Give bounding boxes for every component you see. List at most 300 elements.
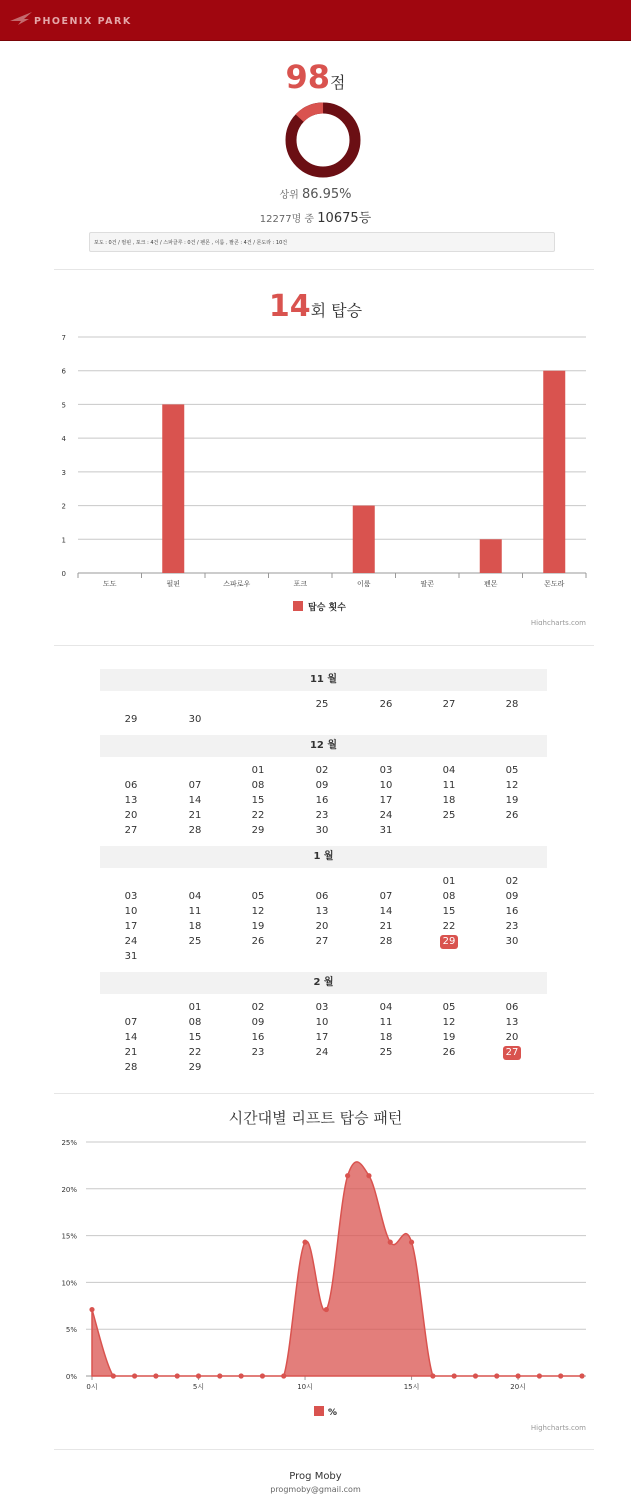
phoenix-park-logo[interactable] [10, 10, 132, 32]
section-divider [54, 1093, 594, 1094]
calendar-day-number: 06 [124, 780, 138, 791]
y-tick-label: 1 [61, 536, 66, 545]
calendar-day[interactable] [434, 1030, 464, 1045]
calendar-day[interactable] [371, 778, 401, 793]
calendar-day-number: 20 [315, 921, 329, 932]
calendar-day-number: 22 [442, 921, 456, 932]
calendar-day[interactable] [180, 808, 210, 823]
calendar-day[interactable] [371, 934, 401, 949]
calendar-day[interactable] [497, 874, 527, 889]
app-header [0, 0, 631, 41]
calendar-day[interactable] [116, 1045, 146, 1060]
calendar-day-number: 30 [188, 714, 202, 725]
bar[interactable] [353, 506, 375, 573]
x-tick-label: 스파로우 [223, 580, 251, 588]
area-point[interactable] [579, 1373, 584, 1378]
calendar-day-number: 20 [124, 810, 138, 821]
calendar-day[interactable] [116, 1030, 146, 1045]
calendar-day-number: 16 [315, 795, 329, 806]
calendar-day-number: 21 [124, 1047, 138, 1058]
calendar-day-number: 06 [505, 1002, 519, 1013]
y-tick-label: 15% [61, 1232, 77, 1241]
calendar-day-number: 24 [315, 1047, 329, 1058]
calendar-day-number: 19 [505, 795, 519, 806]
footer-email[interactable]: progmoby@gmail.com [270, 1485, 361, 1494]
score-value: 98 [285, 58, 331, 96]
section-divider [54, 1449, 594, 1450]
calendar-day[interactable] [307, 1000, 337, 1015]
chart-credits[interactable]: Highcharts.com [530, 1424, 586, 1432]
calendar-day-number: 24 [379, 810, 393, 821]
calendar-month-title: 12 월 [100, 735, 547, 757]
calendar-week [100, 823, 547, 838]
area-point[interactable] [239, 1373, 244, 1378]
calendar-day[interactable] [497, 1015, 527, 1030]
area-point[interactable] [196, 1373, 201, 1378]
calendar-day[interactable] [243, 904, 273, 919]
area-point[interactable] [388, 1240, 393, 1245]
calendar-day-number: 13 [124, 795, 138, 806]
calendar-day[interactable] [497, 763, 527, 778]
x-tick-label: 5시 [192, 1383, 205, 1391]
calendar-day[interactable] [434, 874, 464, 889]
area-point[interactable] [132, 1373, 137, 1378]
brand-name: PHOENIX PARK [34, 16, 132, 27]
calendar-week [100, 697, 547, 712]
calendar-day[interactable] [243, 823, 273, 838]
calendar-day[interactable] [180, 934, 210, 949]
calendar-day-number: 04 [188, 891, 202, 902]
calendar-day-number: 18 [442, 795, 456, 806]
x-tick-label: 15시 [403, 1383, 420, 1391]
y-tick-label: 2 [61, 502, 66, 511]
calendar-day[interactable] [116, 904, 146, 919]
percentile-value: 86.95% [301, 187, 352, 202]
calendar-day-number: 05 [442, 1002, 456, 1013]
calendar-day-number: 21 [188, 810, 202, 821]
calendar-day-number: 10 [124, 906, 138, 917]
calendar-day[interactable] [116, 793, 146, 808]
x-tick-label: 이룸 [356, 580, 371, 588]
area-point[interactable] [366, 1173, 371, 1178]
calendar-day-number: 30 [505, 936, 519, 947]
section-divider [54, 269, 594, 270]
calendar-day[interactable] [243, 793, 273, 808]
percentile-line [0, 186, 631, 202]
area-point[interactable] [217, 1373, 222, 1378]
footer-author: Prog Moby [289, 1471, 342, 1482]
area-point[interactable] [473, 1373, 478, 1378]
calendar-day-number: 13 [315, 906, 329, 917]
calendar-day[interactable] [116, 712, 146, 727]
area-point[interactable] [452, 1373, 457, 1378]
calendar-day[interactable] [243, 1000, 273, 1015]
calendar-day-number: 26 [505, 810, 519, 821]
hourly-chart-title: 시간대별 리프트 탑승 패턴 [228, 1109, 403, 1127]
calendar-day-number: 09 [251, 1017, 265, 1028]
calendar-month [100, 972, 547, 1075]
calendar-day[interactable] [243, 1030, 273, 1045]
calendar-day[interactable] [180, 904, 210, 919]
calendar-month [100, 846, 547, 964]
calendar-day-number: 08 [442, 891, 456, 902]
calendar-week [100, 934, 547, 949]
calendar-day[interactable] [497, 778, 527, 793]
calendar-day-number: 29 [188, 1062, 202, 1073]
calendar-week [100, 949, 547, 964]
calendar-day[interactable] [116, 919, 146, 934]
calendar-day[interactable] [243, 919, 273, 934]
calendar-day[interactable] [434, 1015, 464, 1030]
calendar-week [100, 1030, 547, 1045]
calendar-week [100, 808, 547, 823]
chart-credits[interactable]: Highcharts.com [530, 619, 586, 625]
calendar-day-number: 29 [124, 714, 138, 725]
calendar-week [100, 919, 547, 934]
calendar-week [100, 889, 547, 904]
area-point[interactable] [409, 1240, 414, 1245]
calendar-day-number: 01 [188, 1002, 202, 1013]
area-point[interactable] [260, 1373, 265, 1378]
calendar-day-number: 15 [251, 795, 265, 806]
x-tick-label: 몬도라 [544, 580, 565, 588]
area-point[interactable] [515, 1373, 520, 1378]
calendar-day-number: 03 [379, 765, 393, 776]
calendar-week [100, 763, 547, 778]
calendar-day-number: 06 [315, 891, 329, 902]
area-point[interactable] [558, 1373, 563, 1378]
score-heading [0, 58, 631, 96]
calendar-week [100, 1060, 547, 1075]
calendar-day-number: 22 [251, 810, 265, 821]
calendar-day-ridden[interactable] [434, 934, 464, 949]
calendar-day[interactable] [243, 808, 273, 823]
calendar-day[interactable] [434, 904, 464, 919]
calendar-day[interactable] [180, 1030, 210, 1045]
calendar-day[interactable] [243, 934, 273, 949]
area-point[interactable] [430, 1373, 435, 1378]
calendar-day-number: 27 [315, 936, 329, 947]
calendar-day[interactable] [180, 1015, 210, 1030]
area-point[interactable] [324, 1307, 329, 1312]
calendar-day[interactable] [307, 1045, 337, 1060]
calendar-month-title: 2 월 [100, 972, 547, 994]
calendar-day-number: 27 [442, 699, 456, 710]
y-tick-label: 6 [61, 367, 66, 376]
y-tick-label: 4 [61, 435, 66, 444]
area-point[interactable] [111, 1373, 116, 1378]
calendar-day[interactable] [116, 949, 146, 964]
legend-swatch [314, 1406, 324, 1416]
total-label: 명 중 [291, 214, 315, 225]
calendar-day[interactable] [434, 778, 464, 793]
calendar-day-number: 13 [505, 1017, 519, 1028]
calendar-day-number: 12 [442, 1017, 456, 1028]
calendar-day-number: 26 [442, 1047, 456, 1058]
calendar-day[interactable] [307, 778, 337, 793]
calendar-day[interactable] [180, 889, 210, 904]
y-tick-label: 3 [61, 468, 66, 477]
calendar-day[interactable] [243, 1045, 273, 1060]
calendar-day[interactable] [371, 1000, 401, 1015]
calendar-day[interactable] [307, 934, 337, 949]
calendar-month [100, 735, 547, 838]
calendar-day[interactable] [497, 697, 527, 712]
calendar-day[interactable] [497, 1000, 527, 1015]
calendar-day[interactable] [371, 919, 401, 934]
calendar-day-number: 28 [505, 699, 519, 710]
area-point[interactable] [153, 1373, 158, 1378]
legend-label: % [328, 1408, 338, 1418]
area-legend[interactable] [314, 1406, 337, 1418]
calendar-day-number: 01 [442, 876, 456, 887]
y-tick-label: 5 [61, 401, 66, 410]
calendar-day-number: 26 [251, 936, 265, 947]
calendar-day[interactable] [180, 1060, 210, 1075]
calendar-day[interactable] [180, 778, 210, 793]
calendar-day-number: 20 [505, 1032, 519, 1043]
calendar-day-number: 18 [188, 921, 202, 932]
calendar-day[interactable] [497, 889, 527, 904]
calendar-day[interactable] [307, 697, 337, 712]
calendar-day[interactable] [180, 712, 210, 727]
y-tick-label: 0 [61, 570, 66, 578]
calendar-day[interactable] [180, 793, 210, 808]
calendar-day[interactable] [116, 823, 146, 838]
area-point[interactable] [89, 1307, 94, 1312]
calendar-day-number: 08 [188, 1017, 202, 1028]
calendar-day-number: 11 [442, 780, 456, 791]
calendar-month-title: 1 월 [100, 846, 547, 868]
calendar-day[interactable] [307, 793, 337, 808]
y-tick-label: 0% [65, 1373, 77, 1381]
calendar-day[interactable] [116, 889, 146, 904]
calendar-week [100, 793, 547, 808]
calendar-day-number: 07 [379, 891, 393, 902]
rank-unit: 등 [358, 211, 372, 226]
calendar-day-number: 02 [251, 1002, 265, 1013]
ride-summary-box: 포도 : 0건 / 펄핀 , 포크 : 4건 / 스파클루 : 0건 / 펜몬 , 이룸 , 팔콘 : 4건 / 몬도라 : 10건 [89, 232, 555, 252]
calendar-day[interactable] [307, 1030, 337, 1045]
calendar-week [100, 874, 547, 889]
area-point[interactable] [537, 1373, 542, 1378]
calendar-week [100, 904, 547, 919]
calendar-day[interactable] [116, 1015, 146, 1030]
calendar-day[interactable] [116, 934, 146, 949]
calendar-day[interactable] [307, 889, 337, 904]
calendar-day-number: 23 [251, 1047, 265, 1058]
calendar-day[interactable] [116, 1060, 146, 1075]
calendar-day-number: 17 [315, 1032, 329, 1043]
calendar-day-number: 29 [440, 935, 459, 949]
calendar-week [100, 712, 547, 727]
calendar-day-number: 14 [188, 795, 202, 806]
x-tick-label: 펄핀 [166, 580, 181, 588]
y-tick-label: 20% [61, 1185, 77, 1194]
calendar-day-number: 24 [124, 936, 138, 947]
calendar-day[interactable] [243, 889, 273, 904]
calendar-day-number: 04 [442, 765, 456, 776]
calendar-day[interactable] [434, 889, 464, 904]
calendar-day[interactable] [180, 1045, 210, 1060]
calendar-day-number: 15 [442, 906, 456, 917]
calendar-day-number: 25 [188, 936, 202, 947]
calendar-day[interactable] [497, 904, 527, 919]
calendar-day[interactable] [307, 808, 337, 823]
calendar-day-number: 02 [505, 876, 519, 887]
area-series [92, 1162, 582, 1376]
calendar-week [100, 778, 547, 793]
calendar-day-number: 05 [505, 765, 519, 776]
calendar-day[interactable] [243, 778, 273, 793]
calendar-day-number: 12 [251, 906, 265, 917]
area-point[interactable] [494, 1373, 499, 1378]
rides-heading [0, 289, 631, 324]
calendar-day[interactable] [371, 793, 401, 808]
calendar-day-number: 17 [379, 795, 393, 806]
y-tick-label: 10% [61, 1279, 77, 1288]
calendar-day-number: 25 [442, 810, 456, 821]
calendar-day[interactable] [243, 1015, 273, 1030]
y-tick-label: 7 [61, 334, 66, 342]
bar[interactable] [480, 539, 502, 573]
calendar-month [100, 669, 547, 727]
calendar-day-number: 25 [379, 1047, 393, 1058]
calendar-day[interactable] [497, 1030, 527, 1045]
calendar-day[interactable] [434, 697, 464, 712]
calendar-day[interactable] [180, 919, 210, 934]
calendar-day-number: 27 [503, 1046, 522, 1060]
calendar-day[interactable] [307, 904, 337, 919]
area-point[interactable] [302, 1240, 307, 1245]
calendar-day[interactable] [434, 919, 464, 934]
calendar-day[interactable] [434, 793, 464, 808]
calendar-day[interactable] [497, 793, 527, 808]
calendar-day-number: 19 [251, 921, 265, 932]
calendar-day[interactable] [371, 823, 401, 838]
calendar-day-number: 23 [505, 921, 519, 932]
calendar-day-number: 29 [251, 825, 265, 836]
calendar-day-number: 28 [124, 1062, 138, 1073]
rides-count: 14 [268, 289, 311, 324]
calendar-day-number: 30 [315, 825, 329, 836]
calendar-day[interactable] [371, 1045, 401, 1060]
calendar-day-number: 04 [379, 1002, 393, 1013]
calendar-day[interactable] [434, 1045, 464, 1060]
calendar-day-number: 09 [315, 780, 329, 791]
calendar-day-number: 26 [379, 699, 393, 710]
calendar-day[interactable] [180, 1000, 210, 1015]
calendar-day[interactable] [243, 763, 273, 778]
calendar-day-number: 17 [124, 921, 138, 932]
area-point[interactable] [175, 1373, 180, 1378]
calendar-day-number: 02 [315, 765, 329, 776]
phoenix-bird-icon [10, 12, 32, 26]
calendar-day-number: 31 [124, 951, 138, 962]
calendar-day[interactable] [371, 1015, 401, 1030]
calendar-day-number: 01 [251, 765, 265, 776]
section-divider [54, 645, 594, 646]
calendar-month-title: 11 월 [100, 669, 547, 691]
calendar-day[interactable] [371, 1030, 401, 1045]
calendar-day-number: 27 [124, 825, 138, 836]
rides-bar-chart [0, 325, 631, 625]
calendar-day-number: 25 [315, 699, 329, 710]
calendar-week [100, 1015, 547, 1030]
calendar-day-number: 21 [379, 921, 393, 932]
hourly-area-chart [0, 1135, 631, 1435]
score-donut-chart [284, 101, 362, 179]
calendar-day[interactable] [497, 934, 527, 949]
calendar-day[interactable] [307, 763, 337, 778]
calendar-day[interactable] [434, 763, 464, 778]
y-tick-label: 5% [65, 1326, 77, 1335]
x-tick-label: 10시 [297, 1383, 313, 1391]
x-tick-label: 도도 [102, 580, 117, 588]
bar[interactable] [162, 404, 184, 573]
x-tick-label: 20시 [510, 1383, 526, 1391]
calendar-day[interactable] [371, 763, 401, 778]
calendar-day-number: 07 [188, 780, 202, 791]
percentile-label: 상위 [279, 190, 299, 201]
calendar-day[interactable] [371, 889, 401, 904]
calendar-day[interactable] [307, 1015, 337, 1030]
rides-label: 회 탑승 [310, 301, 363, 320]
total-count: 12277 [259, 214, 292, 225]
calendar-day-number: 31 [379, 825, 393, 836]
calendar-day[interactable] [116, 778, 146, 793]
calendar-day-number: 10 [379, 780, 393, 791]
calendar-day-ridden[interactable] [497, 1045, 527, 1060]
rank-line [0, 207, 631, 226]
calendar-day-number: 28 [379, 936, 393, 947]
calendar-day-number: 10 [315, 1017, 329, 1028]
calendar-week [100, 1045, 547, 1060]
calendar-day[interactable] [116, 808, 146, 823]
legend-swatch [293, 601, 303, 611]
calendar-day[interactable] [497, 919, 527, 934]
calendar-day-number: 07 [124, 1017, 138, 1028]
calendar-day[interactable] [371, 904, 401, 919]
calendar-day-number: 03 [315, 1002, 329, 1013]
area-point[interactable] [345, 1173, 350, 1178]
score-unit: 점 [330, 73, 346, 92]
calendar-day-number: 14 [379, 906, 393, 917]
calendar-day-number: 12 [505, 780, 519, 791]
calendar-day-number: 18 [379, 1032, 393, 1043]
area-point[interactable] [281, 1373, 286, 1378]
bar[interactable] [543, 371, 565, 573]
calendar-day[interactable] [180, 823, 210, 838]
bar-legend[interactable] [293, 601, 346, 613]
calendar-day[interactable] [434, 808, 464, 823]
calendar-day-number: 15 [188, 1032, 202, 1043]
legend-label: 탑승 횟수 [308, 603, 346, 613]
calendar-day[interactable] [434, 1000, 464, 1015]
x-tick-label: 0시 [86, 1383, 98, 1391]
calendar-day[interactable] [371, 697, 401, 712]
calendar-day-number: 19 [442, 1032, 456, 1043]
calendar-day-number: 28 [188, 825, 202, 836]
calendar-day[interactable] [371, 808, 401, 823]
calendar-day-number: 11 [379, 1017, 393, 1028]
rank-value: 10675 [317, 211, 359, 226]
calendar-day[interactable] [497, 808, 527, 823]
calendar-day-number: 09 [505, 891, 519, 902]
calendar-day-number: 05 [251, 891, 265, 902]
calendar-day[interactable] [307, 919, 337, 934]
calendar-day[interactable] [307, 823, 337, 838]
